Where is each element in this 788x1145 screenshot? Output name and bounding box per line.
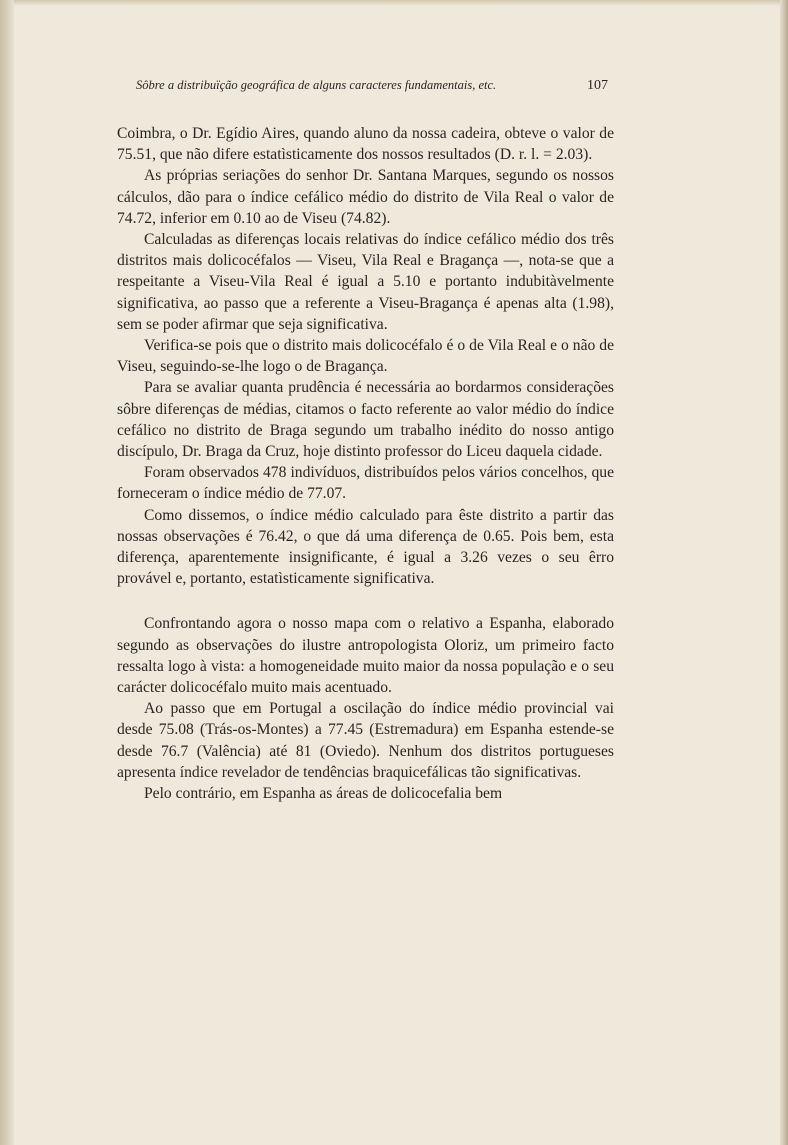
- body-text: [117, 123, 614, 804]
- paragraph: As próprias seriações do senhor Dr. Santana Marques, segundo os nossos cálculos, dão para o índice cefálico médio do distrito de Vila Real o valor de 74.72, inferior em 0.10 ao de Viseu (74.82).: [117, 167, 614, 227]
- paragraph: Ao passo que em Portugal a oscilação do índice médio provincial vai desde 75.08 (Trás-os-Montes) a 77.45 (Estremadura) em Espanha estende-se desde 76.7 (Valência) até 81 (Oviedo). Nenhum dos distritos portugueses apresenta índice revelador de tendências braquicefálicas tão significativas.: [117, 700, 614, 781]
- paragraph: Como dissemos, o índice médio calculado para êste distrito a partir das nossas observações é 76.42, o que dá uma diferença de 0.65. Pois bem, esta diferença, aparentemente insignificante, é igual a 3.26 vezes o seu êrro provável e, portanto, estatìsticamente significativa.: [117, 506, 614, 588]
- paragraph: Confrontando agora o nosso mapa com o relativo a Espanha, elaborado segundo as observações do ilustre antropologista Oloriz, um primeiro facto ressalta logo à vista: a homogeneidade muito maior da nossa população e o seu carácter dolicocéfalo muito mais acentuado.: [117, 615, 614, 697]
- paragraph: Calculadas as diferenças locais relativas do índice cefálico médio dos três distritos mais dolicocéfalos — Viseu, Vila Real e Bragança —, nota-se que a respeitante a Viseu-Vila Real é igual a 5.10 e portanto indubitàvelmente significativa, ao passo que a referente a Viseu-Bragança é apenas alta (1.98), sem se poder afirmar que seja significativa.: [117, 231, 614, 333]
- page-number: 107: [587, 78, 608, 93]
- running-title: Sôbre a distribuïção geográfica de alguns caracteres fundamentais, etc.: [136, 78, 497, 92]
- page-top-edge: [0, 0, 788, 6]
- page-right-edge: [780, 0, 788, 1145]
- page-left-edge: [0, 0, 14, 1145]
- paragraph: Coimbra, o Dr. Egídio Aires, quando aluno da nossa cadeira, obteve o valor de 75.51, que não difere estatìsticamente dos nossos resultados (D. r. l. = 2.03).: [117, 125, 614, 164]
- section-gap: [117, 589, 614, 613]
- paragraph: Para se avaliar quanta prudência é necessária ao bordarmos considerações sôbre diferenças de médias, citamos o facto referente ao valor médio do índice cefálico no distrito de Braga segundo um trabalho inédito do nosso antigo discípulo, Dr. Braga da Cruz, hoje distinto professor do Liceu daquela cidade.: [117, 379, 614, 461]
- running-header: [136, 78, 608, 94]
- paragraph: Pelo contrário, em Espanha as áreas de dolicocefalia bem: [144, 785, 503, 803]
- paragraph: Verifica-se pois que o distrito mais dolicocéfalo é o de Vila Real e o não de Viseu, seguindo-se-lhe logo o de Bragança.: [117, 337, 614, 376]
- paragraph: Foram observados 478 indivíduos, distribuídos pelos vários concelhos, que forneceram o índice médio de 77.07.: [117, 464, 614, 503]
